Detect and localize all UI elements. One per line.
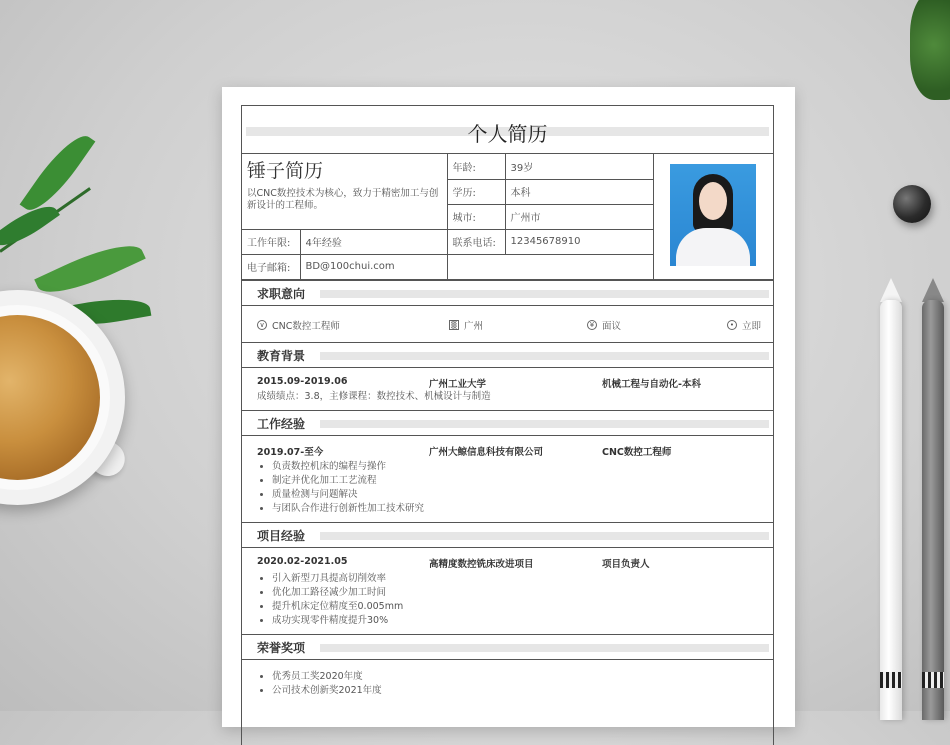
- education-entry: [242, 368, 773, 410]
- resume-title: 个人简历: [467, 122, 548, 146]
- list-item: • 优化加工路径减少加工时间: [272, 586, 773, 600]
- section-title: 求职意向: [257, 286, 306, 301]
- name-cell: [242, 154, 447, 229]
- edu-major: 机械工程与自动化-本科: [602, 378, 701, 390]
- building-icon: ▒: [449, 320, 459, 330]
- tie-icon: ∨: [257, 320, 267, 330]
- age-label: 年龄:: [447, 154, 505, 179]
- section-header-education: [242, 342, 773, 368]
- edu-detail: 成绩绩点：3.8，主修课程：数控技术、机械设计与制造: [257, 390, 491, 402]
- candidate-name: 锤子简历: [247, 160, 324, 182]
- pen-band: [922, 672, 944, 688]
- years-value: 4年经验: [300, 229, 447, 254]
- basic-info-table: [242, 154, 773, 280]
- list-item: • 成功实现零件精度提升30%: [272, 614, 773, 628]
- list-item: • 与团队合作进行创新性加工技术研究: [272, 502, 773, 516]
- edu-value: 本科: [505, 179, 653, 204]
- city-label: 城市:: [447, 204, 505, 229]
- section-title: 教育背景: [257, 348, 306, 363]
- section-header-intent: [242, 280, 773, 306]
- yen-icon: ¥: [587, 320, 597, 330]
- knob-decoration: [893, 185, 931, 223]
- section-header-honors: [242, 634, 773, 660]
- work-period: 2019.07-至今: [257, 446, 324, 458]
- honors-items: [257, 670, 773, 698]
- leaf: [34, 233, 146, 305]
- list-item: • 引入新型刀具提高切削效率: [272, 572, 773, 586]
- list-item: • 提升机床定位精度至0.005mm: [272, 600, 773, 614]
- email-label: 电子邮箱:: [242, 254, 300, 279]
- plant-decoration: [910, 0, 950, 100]
- resume-page: [222, 87, 795, 727]
- section-header-project: [242, 522, 773, 548]
- empty-cell: [447, 254, 653, 279]
- honors-entry: [242, 660, 773, 704]
- resume-frame: [241, 105, 774, 745]
- work-company: 广州大鲸信息科技有限公司: [429, 446, 544, 458]
- leaf: [20, 127, 96, 220]
- list-item: • 公司技术创新奖2021年度: [272, 684, 773, 698]
- intent-location-value: 广州: [464, 320, 484, 332]
- project-name: 高精度数控铣床改进项目: [429, 558, 534, 570]
- project-entry: [242, 548, 773, 634]
- project-items: [257, 572, 773, 628]
- work-duties: [257, 460, 773, 516]
- project-period: 2020.02-2021.05: [257, 555, 348, 567]
- phone-value: 12345678910: [505, 229, 653, 254]
- clock-icon: •: [727, 320, 737, 330]
- edu-school: 广州工业大学: [429, 378, 487, 390]
- age-value: 39岁: [505, 154, 653, 179]
- intent-salary-value: 面议: [602, 320, 622, 332]
- pen-tip: [922, 278, 944, 302]
- work-entry: [242, 436, 773, 522]
- list-item: • 优秀员工奖2020年度: [272, 670, 773, 684]
- edu-label: 学历:: [447, 179, 505, 204]
- pen-tip: [880, 278, 902, 302]
- list-item: • 负责数控机床的编程与操作: [272, 460, 773, 474]
- photo-cell: [653, 154, 773, 279]
- list-item: • 制定并优化加工工艺流程: [272, 474, 773, 488]
- profile-photo: [670, 164, 756, 266]
- intent-salary: [587, 318, 621, 332]
- intent-position-value: CNC数控工程师: [272, 320, 340, 332]
- city-value: 广州市: [505, 204, 653, 229]
- list-item: • 质量检测与问题解决: [272, 488, 773, 502]
- grey-pen: [922, 300, 944, 720]
- project-role: 项目负责人: [602, 558, 650, 570]
- edu-period: 2015.09-2019.06: [257, 375, 348, 387]
- section-title: 荣誉奖项: [257, 640, 306, 655]
- phone-label: 联系电话:: [447, 229, 505, 254]
- work-role: CNC数控工程师: [602, 446, 672, 458]
- resume-title-block: [242, 106, 773, 154]
- intent-availability-value: 立即: [742, 320, 762, 332]
- intent-location: [449, 318, 483, 332]
- email-value: BD@100chui.com: [300, 254, 447, 279]
- years-label: 工作年限:: [242, 229, 300, 254]
- intent-position: [257, 318, 340, 332]
- candidate-slogan: 以CNC数控技术为核心，致力于精密加工与创新设计的工程师。: [247, 188, 439, 211]
- pen-band: [880, 672, 902, 688]
- section-header-work: [242, 410, 773, 436]
- job-intent-row: [242, 306, 773, 342]
- section-title: 工作经验: [257, 416, 306, 431]
- white-pen: [880, 300, 902, 720]
- section-title: 项目经验: [257, 528, 306, 543]
- intent-availability: [727, 318, 761, 332]
